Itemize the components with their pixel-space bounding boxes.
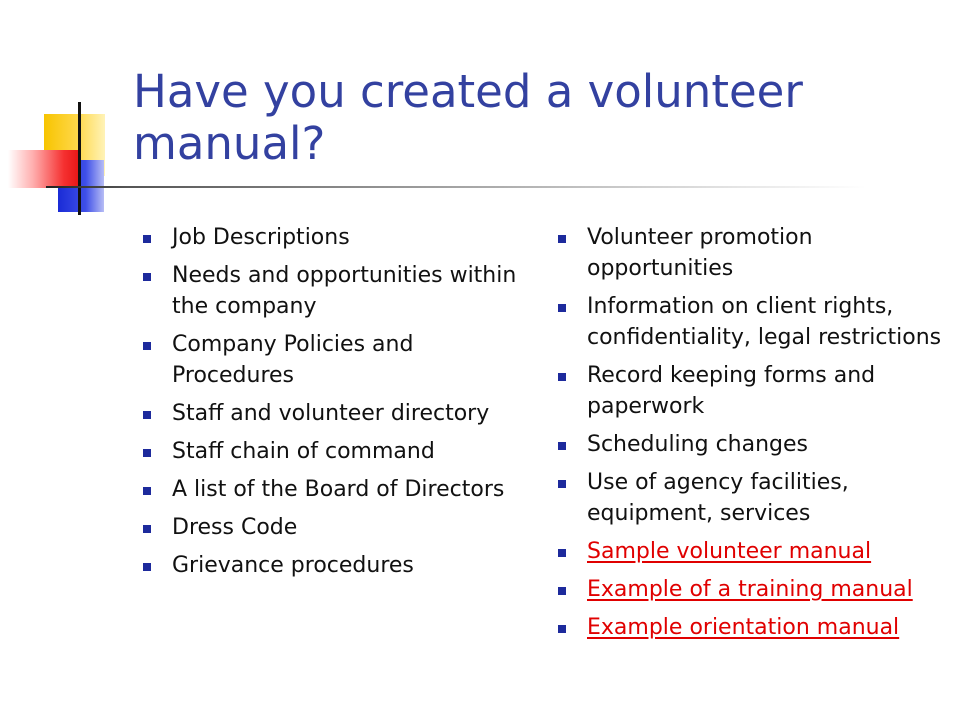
list-item [553,429,948,460]
square-bullet-icon [558,304,566,312]
list-item [138,398,528,429]
list-item-text: Information on client rights, confidentiality, legal restrictions [587,294,942,350]
square-bullet-icon [558,235,566,243]
title-underline [46,186,866,188]
list-item-text: Staff chain of command [172,439,435,464]
decorative-red-bar [8,150,78,188]
square-bullet-icon [143,449,151,457]
list-item-text: Needs and opportunities within the company [172,263,517,319]
slide-title: Have you created a volunteer manual? [133,65,803,170]
decorative-vertical-line [78,102,81,215]
square-bullet-icon [143,411,151,419]
list-item-text: Volunteer promotion opportunities [587,225,813,281]
list-item-link [553,612,948,643]
square-bullet-icon [558,373,566,381]
list-item-text: Staff and volunteer directory [172,401,490,426]
orientation-manual-link[interactable]: Example orientation manual [587,615,900,640]
list-item-text: Job Descriptions [172,225,350,250]
list-item-text: A list of the Board of Directors [172,477,505,502]
list-item [553,360,948,422]
list-item-link [553,536,948,567]
list-item-text: Grievance procedures [172,553,414,578]
square-bullet-icon [143,235,151,243]
list-item [138,329,528,391]
list-item [138,550,528,581]
square-bullet-icon [143,525,151,533]
right-bullet-list [553,222,948,650]
square-bullet-icon [143,563,151,571]
list-item [553,222,948,284]
list-item [138,512,528,543]
list-item-text: Record keeping forms and paperwork [587,363,876,419]
square-bullet-icon [143,342,151,350]
list-item-text: Company Policies and Procedures [172,332,414,388]
square-bullet-icon [558,625,566,633]
list-item [138,260,528,322]
square-bullet-icon [558,442,566,450]
list-item-text: Use of agency facilities, equipment, services [587,470,849,526]
square-bullet-icon [143,487,151,495]
square-bullet-icon [558,480,566,488]
training-manual-link[interactable]: Example of a training manual [587,577,913,602]
list-item-text: Dress Code [172,515,298,540]
square-bullet-icon [143,273,151,281]
list-item [138,436,528,467]
list-item-text: Scheduling changes [587,432,808,457]
sample-volunteer-manual-link[interactable]: Sample volunteer manual [587,539,872,564]
square-bullet-icon [558,587,566,595]
list-item [553,467,948,529]
list-item [138,474,528,505]
list-item [138,222,528,253]
list-item [553,291,948,353]
left-bullet-list [138,222,528,588]
list-item-link [553,574,948,605]
square-bullet-icon [558,549,566,557]
